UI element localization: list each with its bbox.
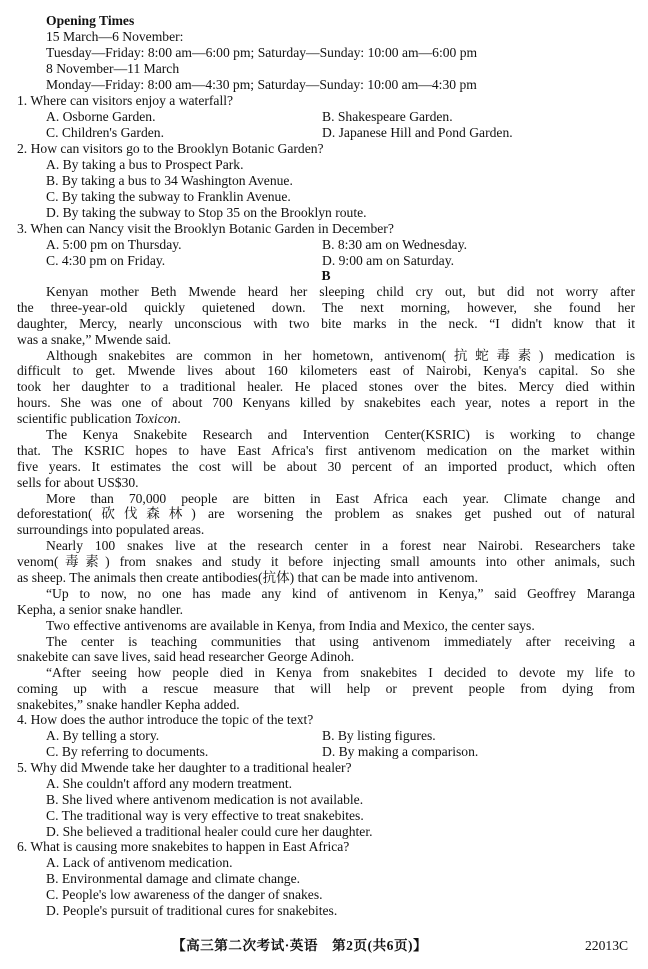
passage-line: daughter, Mercy, nearly unconscious with two bite marks in the neck. “I didn't know that it — [17, 315, 635, 331]
passage — [17, 284, 635, 713]
period-2-hours: Monday—Friday: 8:00 am—4:30 pm; Saturday—Sunday: 10:00 am—4:30 pm — [46, 76, 477, 92]
passage-line: Kepha, a senior snake handler. — [17, 601, 184, 617]
passage-line: as sheep. The animals then create antibodies(抗体) that can be made into antivenom. — [17, 570, 479, 586]
passage-line: snakebites,” snake handler Kepha added. — [17, 697, 240, 713]
option-a: A. By telling a story. — [46, 727, 160, 743]
passage-line: the three-year-old quickly quietened down. The next morning, however, she found her — [17, 299, 635, 315]
passage-line: five years. It estimates the cost will be about 30 percent of an imported product, which often — [17, 458, 635, 474]
passage-line: sells for about US$30. — [17, 474, 139, 490]
passage-line: More than 70,000 people are bitten in East Africa each year. Climate change and — [46, 490, 635, 506]
passage-line: deforestation(砍伐森林) are worsening the problem as snakes get pushed out of natural — [17, 506, 635, 522]
option-d: D. 9:00 am on Saturday. — [322, 252, 455, 268]
passage-line: The Kenya Snakebite Research and Intervention Center(KSRIC) is working to change — [46, 427, 635, 443]
period-1-hours: Tuesday—Friday: 8:00 am—6:00 pm; Saturday—Sunday: 10:00 am—6:00 pm — [46, 44, 478, 60]
option-b: B. She lived where antivenom medication is not available. — [46, 791, 364, 807]
passage-line: hours. She was one of about 700 Kenyans killed by snakebites each year, notes a report in the — [17, 395, 635, 411]
section-b-heading: B — [321, 268, 331, 283]
question-stem: 4. How does the author introduce the topic of the text? — [17, 712, 314, 727]
option-d: D. Japanese Hill and Pond Garden. — [322, 124, 513, 140]
passage-line: The center is teaching communities that using antivenom immediately after receiving a — [46, 633, 635, 649]
option-c: C. 4:30 pm on Friday. — [46, 252, 166, 268]
period-1-dates: 15 March—6 November: — [46, 28, 184, 44]
option-c: C. By referring to documents. — [46, 743, 209, 759]
question-2 — [17, 141, 635, 220]
passage-line: took her daughter to a traditional healer. He placed stones over the bites. Mercy died within — [17, 379, 635, 395]
opening-times-section — [17, 13, 635, 92]
passage-line: Nearly 100 snakes live at the research center in a forest near Nairobi. Researchers take — [46, 538, 635, 554]
passage-line: was a snake,” Mwende said. — [17, 331, 172, 347]
journal-title: Toxicon — [134, 411, 178, 427]
option-d: D. She believed a traditional healer could cure her daughter. — [46, 823, 373, 839]
option-c: C. The traditional way is very effective to treat snakebites. — [46, 807, 364, 823]
question-6 — [17, 839, 635, 918]
passage-line: Although snakebites are common in her hometown, antivenom(抗蛇毒素) medication is — [46, 347, 635, 363]
option-c: C. People's low awareness of the danger of snakes. — [46, 886, 323, 902]
option-b: B. 8:30 am on Wednesday. — [322, 236, 468, 252]
option-b: B. Shakespeare Garden. — [322, 108, 453, 124]
question-5 — [17, 760, 635, 839]
question-stem: 2. How can visitors go to the Brooklyn Botanic Garden? — [17, 141, 324, 156]
passage-line: snakebite can save lives, said head researcher George Adinoh. — [17, 649, 355, 665]
option-a: A. Osborne Garden. — [46, 108, 156, 124]
passage-line: surroundings into populated areas. — [17, 522, 205, 538]
option-a: A. By taking a bus to Prospect Park. — [46, 156, 244, 172]
passage-line: Two effective antivenoms are available in Kenya, from India and Mexico, the center says. — [46, 617, 535, 633]
option-c: C. Children's Garden. — [46, 124, 164, 140]
option-d: D. By making a comparison. — [322, 743, 479, 759]
opening-times-heading: Opening Times — [46, 13, 135, 28]
option-c: C. By taking the subway to Franklin Avenue. — [46, 188, 291, 204]
passage-text: . — [177, 411, 181, 427]
page-footer — [0, 938, 648, 956]
option-b: B. By listing figures. — [322, 727, 436, 743]
option-a: A. She couldn't afford any modern treatment. — [46, 775, 293, 791]
option-d: D. By taking the subway to Stop 35 on the Brooklyn route. — [46, 204, 367, 220]
question-4 — [17, 712, 635, 760]
passage-line: venom(毒素) from snakes and study it before injecting small amounts into other animals, such — [17, 554, 635, 570]
option-a: A. 5:00 pm on Thursday. — [46, 236, 182, 252]
footer-exam-title: 【高三第二次考试·英语 第2页(共6页)】 — [172, 938, 428, 953]
question-stem: 6. What is causing more snakebites to happen in East Africa? — [17, 839, 350, 854]
passage-line: “After seeing how people died in Kenya from snakebites I decided to devote my life to — [46, 665, 635, 681]
passage-line: “Up to now, no one has made any kind of antivenom in Kenya,” said Geoffrey Maranga — [46, 585, 635, 601]
passage-text: scientific publication — [17, 411, 135, 427]
question-stem: 1. Where can visitors enjoy a waterfall? — [17, 93, 234, 108]
option-a: A. Lack of antivenom medication. — [46, 854, 233, 870]
option-b: B. By taking a bus to 34 Washington Avenue. — [46, 172, 293, 188]
question-stem: 3. When can Nancy visit the Brooklyn Botanic Garden in December? — [17, 221, 394, 236]
question-3 — [17, 221, 635, 269]
period-2-dates: 8 November—11 March — [46, 60, 180, 76]
passage-line: that. The KSRIC hopes to have East Africa's first antivenom medication on the market within — [17, 442, 635, 458]
question-stem: 5. Why did Mwende take her daughter to a traditional healer? — [17, 760, 352, 775]
passage-line — [17, 411, 635, 427]
passage-line: difficult to get. Mwende lives about 160 kilometers east of Nairobi, Kenya's capital. So she — [17, 363, 635, 379]
option-b: B. Environmental damage and climate change. — [46, 870, 301, 886]
question-1 — [17, 93, 635, 141]
option-d: D. People's pursuit of traditional cures for snakebites. — [46, 902, 338, 918]
passage-line: Kenyan mother Beth Mwende heard her sleeping child cry out, but did not worry after — [46, 284, 635, 299]
footer-code: 22013C — [585, 938, 629, 953]
passage-line: coming up with a rescue measure that will help or prevent people from dying from — [17, 681, 635, 697]
